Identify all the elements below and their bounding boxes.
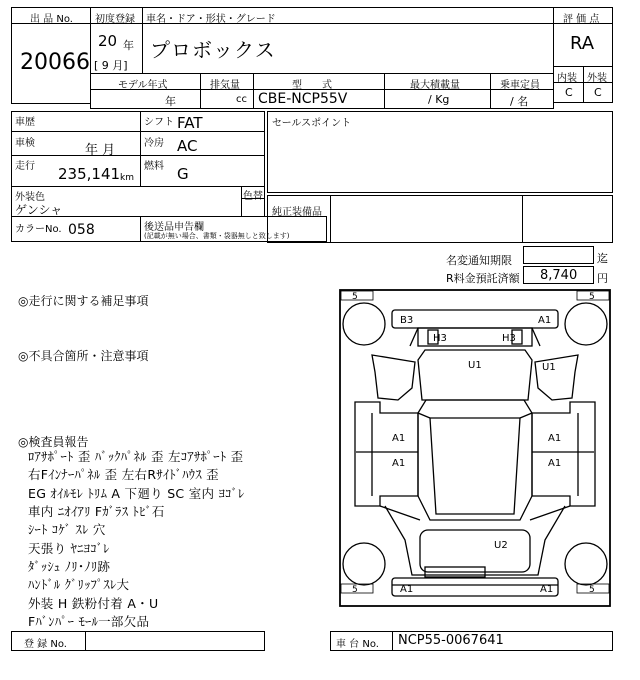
shift-label: シフト xyxy=(144,117,174,128)
name-change-unit: 迄 xyxy=(597,252,608,265)
capacity-label: 乗車定員 xyxy=(500,80,540,91)
docs-label: 後送品申告欄 xyxy=(144,222,204,233)
lot-number: 20066 xyxy=(20,50,90,75)
exterior-score: C xyxy=(594,86,602,99)
registration-year-unit: 年 xyxy=(123,39,134,52)
history-label: 車歴 xyxy=(15,117,35,128)
damage-mark-h3-right: H3 xyxy=(502,333,516,344)
registration-year: 20 xyxy=(98,32,118,50)
name-change-box xyxy=(523,246,594,264)
driving-notes-title: ◎走行に関する補足事項 xyxy=(18,294,149,308)
type-value: CBE-NCP55V xyxy=(258,91,348,107)
report-line: ｼｰﾄ ｺｹﾞ ｽﾚ 穴 xyxy=(28,522,106,537)
corner-label: 5 xyxy=(352,585,358,595)
chassis-no-label: 車 台 No. xyxy=(336,639,379,650)
genuine-parts-label: 純正装備品 xyxy=(272,207,322,218)
first-registration-label: 初度登録 xyxy=(95,14,135,25)
ac-label: 冷房 xyxy=(144,138,164,149)
chassis-no-value: NCP55-0067641 xyxy=(398,633,504,648)
car-damage-diagram xyxy=(338,288,612,608)
displacement-label: 排気量 xyxy=(210,80,240,91)
report-line: 天張り ﾔﾆﾖｺﾞﾚ xyxy=(28,541,110,556)
exterior-color-label: 外装色 xyxy=(15,192,45,203)
damage-mark-a1: A1 xyxy=(392,433,406,444)
inspection-label: 車検 xyxy=(15,138,35,149)
car-name-label: 車名・ドア・形状・グレード xyxy=(146,14,276,25)
max-load-label: 最大積載量 xyxy=(410,80,460,91)
damage-mark-a1: A1 xyxy=(548,433,562,444)
mileage-value: 235,141 xyxy=(58,165,121,183)
damage-mark-a1: A1 xyxy=(548,458,562,469)
registration-month: [ 9 月] xyxy=(94,59,128,72)
docs-note: (記載が無い場合、書類・袋器無しと致します) xyxy=(144,232,290,240)
name-change-label: 名変通知期限 xyxy=(446,254,512,267)
max-load-value: / Kg xyxy=(428,93,450,106)
damage-mark-b3: B3 xyxy=(400,315,414,326)
report-line: ﾊﾝﾄﾞﾙ ｸﾞﾘｯﾌﾟｽﾚ大 xyxy=(28,577,130,592)
damage-mark-a1: A1 xyxy=(540,584,554,595)
car-name: プロボックス xyxy=(150,38,276,62)
damage-mark-a1: A1 xyxy=(538,315,552,326)
info-block xyxy=(11,111,265,187)
corner-label: 5 xyxy=(352,292,358,302)
recycle-unit: 円 xyxy=(597,272,608,285)
sales-point-label: セールスポイント xyxy=(272,118,352,129)
shift-value: FAT xyxy=(177,114,203,132)
damage-mark-u1: U1 xyxy=(468,360,482,371)
registration-no-label: 登 録 No. xyxy=(24,639,67,650)
damage-mark-h3-left: H3 xyxy=(433,333,447,344)
fuel-value: G xyxy=(177,165,189,183)
corner-label: 5 xyxy=(589,585,595,595)
color-change-label: 色替 xyxy=(243,191,263,202)
report-line: ﾀﾞｯｼｭ ﾉﾘ･ﾉﾘ跡 xyxy=(28,559,111,574)
report-line: EG ｵｲﾙﾓﾚ ﾄﾘﾑ A 下廻り SC 室内 ﾖｺﾞﾚ xyxy=(28,486,245,501)
interior-score: C xyxy=(565,86,573,99)
displacement-unit: cc xyxy=(236,94,247,105)
recycle-label: R料金預託済額 xyxy=(446,272,520,285)
lot-label: 出 品 No. xyxy=(30,14,73,25)
ac-value: AC xyxy=(177,137,198,155)
damage-mark-u1: U1 xyxy=(542,362,556,373)
damage-mark-a1: A1 xyxy=(392,458,406,469)
report-line: 右Fｲﾝﾅｰﾊﾟﾈﾙ 歪 左右Rｻｲﾄﾞﾊｳｽ 歪 xyxy=(28,467,219,482)
color-no-label: カラーNo. xyxy=(15,224,62,235)
score-label: 評 価 点 xyxy=(563,14,600,25)
color-no-value: 058 xyxy=(68,222,95,238)
score-value: RA xyxy=(570,33,595,54)
interior-label: 内装 xyxy=(557,73,577,84)
report-line: 外装 H 鉄粉付着 A・U xyxy=(28,596,159,611)
defects-title: ◎不具合箇所・注意事項 xyxy=(18,349,149,363)
inspector-report-title: ◎検査員報告 xyxy=(18,435,89,449)
mileage-unit: km xyxy=(120,173,134,183)
report-line: Fﾊﾞﾝﾊﾟｰ ﾓｰﾙ一部欠品 xyxy=(28,614,150,629)
model-year-label: モデル年式 xyxy=(118,80,168,91)
recycle-value: 8,740 xyxy=(540,268,578,283)
report-line: 車内 ﾆｵｲｱﾘ Fｶﾞﾗｽ ﾄﾋﾞ石 xyxy=(28,504,165,519)
damage-mark-a1: A1 xyxy=(400,584,414,595)
exterior-color-value: ゲンシャ xyxy=(15,203,63,217)
fuel-label: 燃料 xyxy=(144,161,164,172)
corner-label: 5 xyxy=(589,292,595,302)
model-year-unit: 年 xyxy=(165,95,176,108)
exterior-label: 外装 xyxy=(587,73,607,84)
type-label: 型 式 xyxy=(292,80,332,91)
report-line: ﾛｱｻﾎﾟｰﾄ 歪 ﾊﾞｯｸﾊﾟﾈﾙ 歪 左ｺｱｻﾎﾟｰﾄ 歪 xyxy=(28,449,244,464)
damage-mark-u2: U2 xyxy=(494,540,508,551)
inspection-value: 年 月 xyxy=(85,143,116,158)
capacity-value: / 名 xyxy=(510,95,529,108)
mileage-label: 走行 xyxy=(15,161,35,172)
